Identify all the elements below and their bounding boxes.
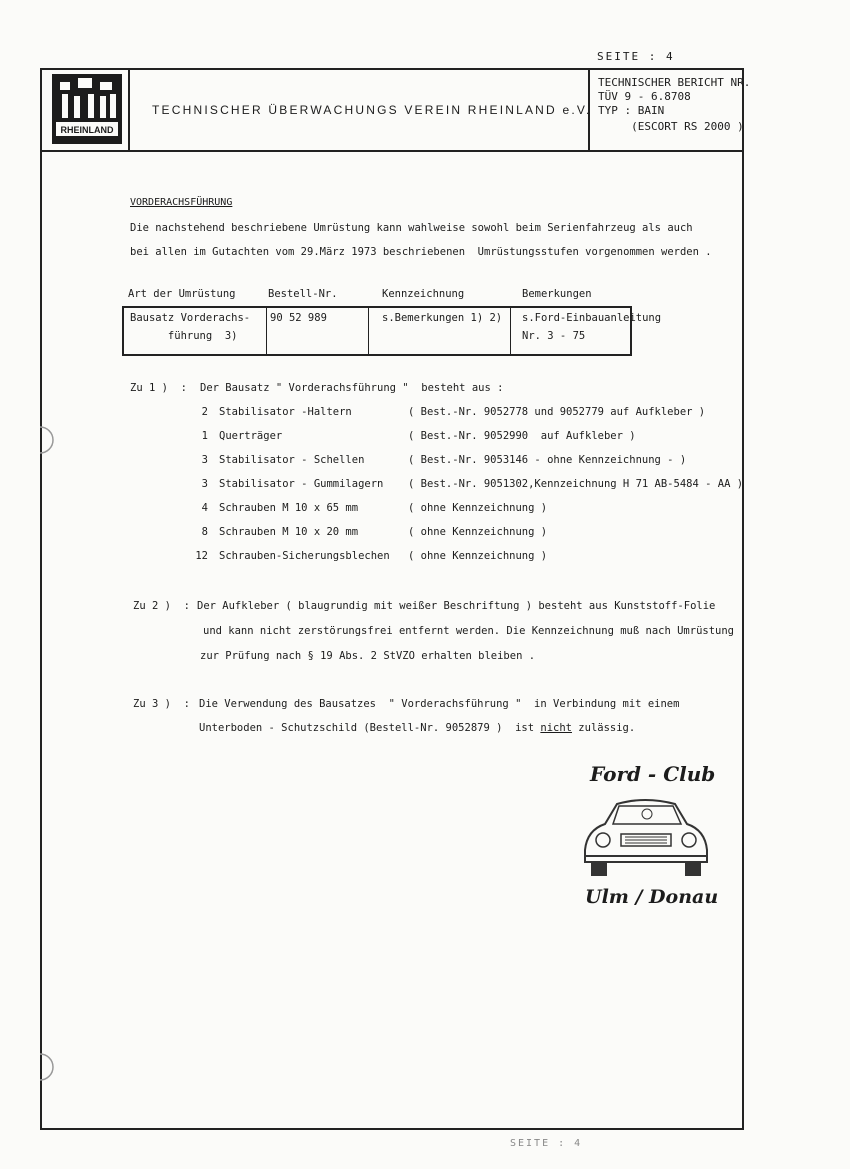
report-number: TÜV 9 - 6.8708 bbox=[598, 90, 691, 103]
report-info bbox=[588, 70, 751, 150]
item-qty: 8 bbox=[201, 526, 208, 538]
page-number: SEITE : 4 bbox=[597, 50, 675, 63]
car-illustration-icon bbox=[575, 790, 715, 885]
item-detail: ( Best.-Nr. 9052990 auf Aufkleber ) bbox=[408, 430, 636, 442]
note-text: Der Aufkleber ( blaugrundig mit weißer Beschriftung ) besteht aus Kunststoff-Folie bbox=[197, 600, 716, 612]
note-text: und kann nicht zerstörungsfrei entfernt werden. Die Kennzeichnung muß nach Umrüstung bbox=[203, 625, 735, 637]
report-number-label: TECHNISCHER BERICHT NR. bbox=[598, 76, 751, 89]
table-divider bbox=[510, 308, 511, 354]
table-header: Kennzeichnung bbox=[382, 288, 465, 300]
note-text: zur Prüfung nach § 19 Abs. 2 StVZO erhalten bleiben . bbox=[200, 650, 536, 662]
organization-name: TECHNISCHER ÜBERWACHUNGS VEREIN RHEINLAND e.V. bbox=[152, 103, 592, 117]
table-header: Art der Umrüstung bbox=[128, 288, 236, 300]
item-detail: ( ohne Kennzeichnung ) bbox=[408, 550, 548, 562]
table-header: Bemerkungen bbox=[522, 288, 592, 300]
table-cell-bemerk: Nr. 3 - 75 bbox=[522, 330, 586, 342]
report-model: (ESCORT RS 2000 ) bbox=[598, 120, 744, 133]
item-qty: 2 bbox=[201, 406, 208, 418]
report-type: TYP : BAIN bbox=[598, 104, 665, 117]
item-qty: 12 bbox=[195, 550, 208, 562]
item-qty: 4 bbox=[201, 502, 208, 514]
note-text: Die Verwendung des Bausatzes " Vorderachsführung " in Verbindung mit einem bbox=[199, 698, 680, 710]
note-text bbox=[199, 722, 635, 734]
table-header: Bestell-Nr. bbox=[268, 288, 338, 300]
footer-page-number: SEITE : 4 bbox=[510, 1138, 583, 1149]
item-qty: 1 bbox=[201, 430, 208, 442]
item-qty: 3 bbox=[201, 478, 208, 490]
table-cell-kennz: s.Bemerkungen 1) 2) bbox=[382, 312, 503, 324]
emphasis-nicht: nicht bbox=[540, 722, 572, 734]
club-stamp-title: Ford - Club bbox=[590, 762, 716, 786]
table-divider bbox=[266, 308, 267, 354]
item-name: Schrauben-Sicherungsblechen bbox=[219, 550, 390, 562]
punch-hole-icon bbox=[30, 1052, 60, 1082]
table-cell-art: führung 3) bbox=[130, 330, 238, 342]
punch-hole-icon bbox=[30, 425, 60, 455]
item-detail: ( ohne Kennzeichnung ) bbox=[408, 502, 548, 514]
item-name: Schrauben M 10 x 65 mm bbox=[219, 502, 359, 514]
club-stamp-location: Ulm / Donau bbox=[585, 886, 719, 908]
table-cell-bestell: 90 52 989 bbox=[270, 312, 327, 324]
table-cell-art: Bausatz Vorderachs- bbox=[130, 312, 251, 324]
item-name: Stabilisator -Haltern bbox=[219, 406, 352, 418]
note-label: Zu 3 ) : bbox=[133, 698, 190, 710]
item-name: Stabilisator - Schellen bbox=[219, 454, 365, 466]
tuv-logo-icon bbox=[52, 74, 122, 144]
table-divider bbox=[368, 308, 369, 354]
note-label: Zu 1 ) : bbox=[130, 382, 187, 394]
note-text: Der Bausatz " Vorderachsführung " besteht aus : bbox=[200, 382, 504, 394]
item-name: Schrauben M 10 x 20 mm bbox=[219, 526, 359, 538]
note-text-part: zulässig. bbox=[571, 722, 636, 734]
table-cell-bemerk: s.Ford-Einbauanleitung bbox=[522, 312, 662, 324]
item-name: Stabilisator - Gummilagern bbox=[219, 478, 384, 490]
item-qty: 3 bbox=[201, 454, 208, 466]
item-detail: ( Best.-Nr. 9051302,Kennzeichnung H 71 AB-5484 - AA ) bbox=[408, 478, 744, 490]
logo-cell bbox=[42, 70, 130, 150]
item-name: Querträger bbox=[219, 430, 283, 442]
note-text-part: Unterboden - Schutzschild (Bestell-Nr. 9052879 ) ist bbox=[199, 722, 541, 734]
svg-text:RHEINLAND: RHEINLAND bbox=[60, 125, 114, 135]
intro-line: bei allen im Gutachten vom 29.März 1973 beschriebenen Umrüstungsstufen vorgenommen werden . bbox=[130, 246, 712, 258]
note-label: Zu 2 ) : bbox=[133, 600, 190, 612]
item-detail: ( ohne Kennzeichnung ) bbox=[408, 526, 548, 538]
item-detail: ( Best.-Nr. 9052778 und 9052779 auf Aufkleber ) bbox=[408, 406, 706, 418]
item-detail: ( Best.-Nr. 9053146 - ohne Kennzeichnung - ) bbox=[408, 454, 687, 466]
intro-line: Die nachstehend beschriebene Umrüstung kann wahlweise sowohl beim Serienfahrzeug als auch bbox=[130, 222, 693, 234]
section-title: VORDERACHSFÜHRUNG bbox=[130, 197, 233, 208]
